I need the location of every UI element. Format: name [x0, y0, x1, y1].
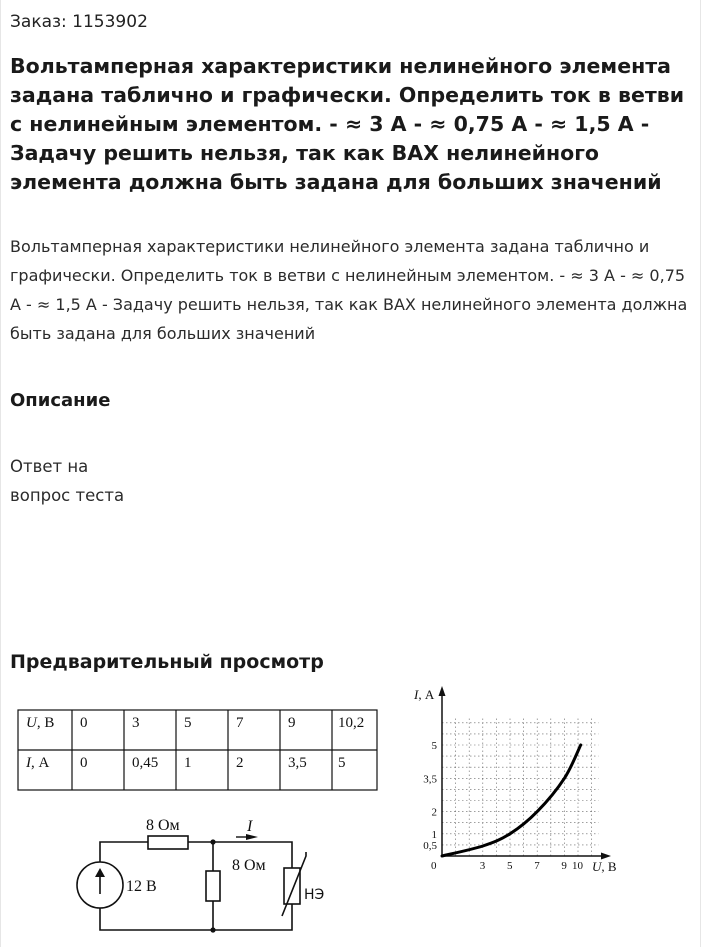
- table-cell: 5: [338, 755, 346, 771]
- answer-text: [10, 452, 124, 510]
- table-cell: 3: [132, 715, 140, 731]
- y-axis-var: I: [414, 687, 419, 702]
- answer-line-1: Ответ на: [10, 457, 89, 476]
- preview-heading: Предварительный просмотр: [10, 651, 324, 673]
- x-tick-label: 10: [572, 860, 583, 872]
- y-axis-label: [413, 687, 435, 702]
- y-tick-label: 0,5: [423, 839, 437, 852]
- x-axis-var: U: [592, 859, 602, 874]
- table-cell: 0: [80, 715, 88, 731]
- table-cell: 5: [184, 715, 192, 731]
- junction-node: [210, 839, 215, 844]
- nonlinear-element: [284, 868, 300, 904]
- table-cell: 10,2: [338, 715, 365, 731]
- circuit-diagram: [77, 836, 306, 930]
- page-title: Вольтамперная характеристики нелинейного элемента задана таблично и графически. Определить ток в ветви с нелинейным элементом. - ≈ 3 А - ≈ 0,75 А - ≈ 1,5 А - Задачу решить нельзя, так как ВАХ нелинейного элемента должна быть задана для больших значений: [10, 54, 685, 194]
- x-axis-label: [592, 859, 617, 874]
- table-cell: 0: [80, 755, 88, 771]
- table-row-u-label: [26, 715, 54, 731]
- resistor-r1: [148, 836, 188, 849]
- r2-label: 8 Ом: [232, 857, 266, 874]
- table-i-unit: , А: [31, 755, 50, 771]
- x-tick-label: 7: [534, 860, 540, 872]
- table-cell: 3,5: [288, 755, 307, 771]
- preview-image: [0, 680, 701, 947]
- graph-axes: [439, 686, 612, 860]
- table-i-var: I: [26, 755, 31, 771]
- table-u-unit: , В: [36, 715, 55, 731]
- y-tick-label: 3,5: [423, 773, 437, 786]
- junction-node: [210, 927, 215, 932]
- order-number: Заказ: 1153902: [10, 12, 148, 32]
- source-arrow-icon: [95, 868, 105, 877]
- description-heading: Описание: [10, 390, 111, 411]
- origin-label: 0: [431, 860, 437, 872]
- current-label: I: [247, 818, 253, 835]
- table-cell: 1: [184, 755, 192, 771]
- nonlinear-label: НЭ: [304, 887, 325, 903]
- x-tick-label: 9: [561, 860, 567, 872]
- vac-table: [18, 710, 377, 790]
- question-text: Вольтамперная характеристики нелинейного элемента задана таблично и графически. Определить ток в ветви с нелинейным элементом. - ≈ 3 А - ≈ 0,75 А - ≈ 1,5 А - Задачу решить нельзя, так как ВАХ нелинейного элемента должна быть задана для больших значений: [10, 237, 688, 343]
- table-cell: 7: [236, 715, 244, 731]
- nonlinear-marker: [282, 852, 306, 916]
- x-tick-label: 5: [507, 860, 513, 872]
- y-tick-label: 1: [431, 828, 437, 841]
- x-axis-unit: , В: [601, 859, 617, 874]
- graph-grid: [442, 718, 598, 856]
- r1-label: 8 Ом: [146, 817, 180, 834]
- y-tick-label: 5: [431, 740, 437, 752]
- x-tick-label: 3: [479, 860, 486, 872]
- resistor-r2: [206, 871, 220, 901]
- source-label: 12 В: [126, 878, 157, 895]
- table-row-i-label: [25, 755, 50, 771]
- y-axis-unit: , А: [418, 687, 435, 702]
- y-tick-label: 2: [431, 806, 437, 819]
- table-cell: 0,45: [132, 755, 159, 771]
- table-u-var: U: [26, 715, 37, 731]
- table-cell: 2: [236, 755, 244, 771]
- answer-line-2: вопрос теста: [10, 486, 125, 505]
- table-cell: 9: [288, 715, 296, 731]
